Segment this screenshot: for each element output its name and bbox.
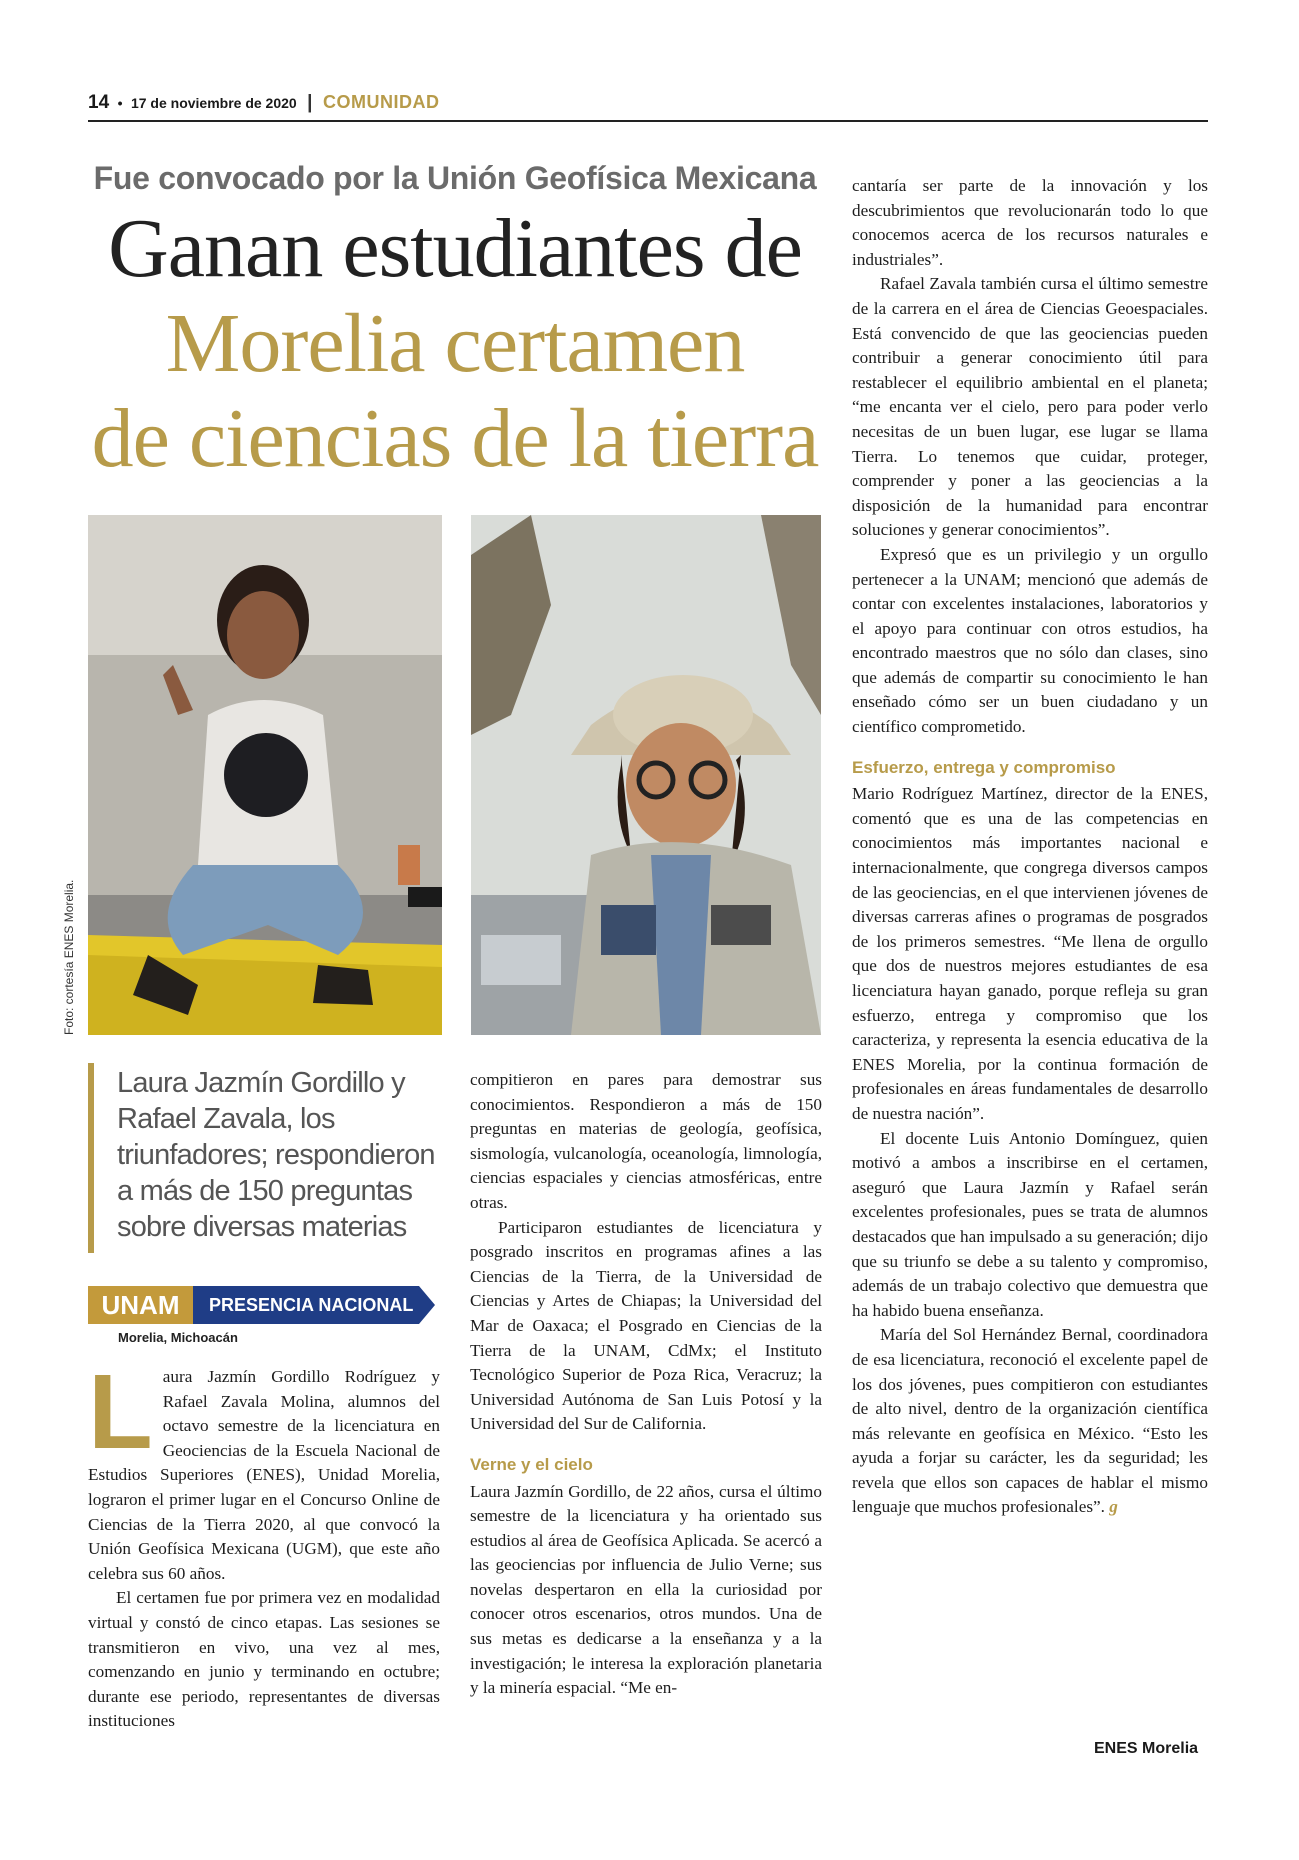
bullet: • — [117, 95, 123, 111]
photo-rafael — [471, 515, 821, 1035]
article-column-2 — [470, 1068, 822, 1701]
headline-line-1: Ganan estudiantes de — [108, 202, 802, 295]
article-column-1 — [88, 1353, 440, 1734]
page-header — [88, 92, 1208, 122]
headline-line-3: de ciencias de la tierra — [91, 392, 819, 485]
paragraph: compitieron en pares para demostrar sus conocimientos. Respondieron a más de 150 preguntas en materias de geología, geofísica, sismología, vulcanología, oceanología, limnología, ciencias espaciales y ciencias atmosféricas, entre otras. — [470, 1070, 822, 1212]
drop-cap: L — [88, 1353, 153, 1471]
paragraph: Participaron estudiantes de licenciatura y posgrado inscritos en programas afines a las Ciencias de la Tierra, de la Universidad de Ciencias y Artes de Chiapas; la Universidad del Mar de Oaxaca; el Posgrado en Ciencias de la Tierra de la UNAM, CdMx; el Instituto Tecnológico Superior de Poza Rica, Veracruz; la Universidad Autónoma de San Luis Potosí y la Universidad del Sur de California. — [470, 1217, 822, 1434]
paragraph: aura Jazmín Gordillo Rodríguez y Rafael Zavala Molina, alumnos del octavo semestre de la licenciatura en Geociencias de la Escuela Nacional de Estudios Superiores (ENES), Unidad Morelia, lograron el primer lugar en el Concurso Online de Ciencias de la Tierra 2020, al que convocó la Unión Geofísica Mexicana (UGM), que este año celebra sus 60 años. — [88, 1367, 440, 1583]
unam-banner — [88, 1286, 438, 1324]
section-name: COMUNIDAD — [322, 92, 440, 112]
page-number: 14 — [88, 92, 110, 113]
end-mark-icon: g — [1109, 1497, 1118, 1517]
photo-rafael-image — [471, 515, 821, 1035]
subheading-verne: Verne y el cielo — [470, 1454, 593, 1474]
kicker: Fue convocado por la Unión Geofísica Mexicana — [93, 160, 817, 196]
signature: ENES Morelia — [1094, 1740, 1199, 1757]
photo-laura-image — [88, 515, 442, 1035]
article-column-3 — [852, 174, 1208, 1520]
photo-laura — [88, 515, 442, 1035]
subheading-esfuerzo: Esfuerzo, entrega y compromiso — [852, 757, 1116, 777]
photo-credit: Foto: cortesía ENES Morelia. — [62, 879, 76, 1035]
paragraph — [852, 1323, 1208, 1520]
pullquote: Laura Jazmín Gordillo y Rafael Zavala, los triunfadores; respondieron a más de 150 preguntas sobre diversas materias — [117, 1067, 435, 1243]
paragraph: El certamen fue por primera vez en modalidad virtual y constó de cinco etapas. Las sesiones se transmitieron en vivo, una vez al mes, comenzando en junio y terminando en octubre; durante ese periodo, representantes de diversas instituciones — [88, 1588, 440, 1731]
issue-date: 17 de noviembre de 2020 — [130, 95, 297, 111]
banner-presencia-nacional: PRESENCIA NACIONAL — [193, 1286, 419, 1324]
pullquote-bar — [88, 1063, 94, 1253]
paragraph: Rafael Zavala también cursa el último semestre de la carrera en el área de Ciencias Geoespaciales. Está convencido de que las geociencias pueden contribuir a generar conocimiento útil para restablecer el equilibrio ambiental en el planeta; “me encanta ver el cielo, pero para poder verlo necesitas de un buen lugar, ese lugar se llama Tierra. Lo tenemos que cuidar, proteger, comprender y poner a las geociencias a la disposición de la humanidad para encontrar soluciones y generar conocimientos”. — [852, 274, 1208, 540]
header-separator: | — [307, 92, 313, 113]
paragraph: cantaría ser parte de la innovación y los descubrimientos que revolucionarán todo lo que conocemos acerca de los recursos naturales e industriales”. — [852, 176, 1208, 269]
paragraph: Expresó que es un privilegio y un orgullo pertenecer a la UNAM; mencionó que además de contar con excelentes instalaciones, laboratorios y el apoyo para continuar con otros estudios, ha encontrado maestros que no sólo dan clases, sino que además de compartir su conocimiento le han enseñado cómo ser un buen ciudadano y un científico comprometido. — [852, 544, 1208, 737]
paragraph: El docente Luis Antonio Domínguez, quien motivó a ambos a inscribirse en el certamen, aseguró que Laura Jazmín y Rafael serán excelentes profesionales, pues se trata de alumnos destacados que han impulsado a su generación; dijo que su triunfo se debe a su talento y compromiso, además de un trabajo colectivo que demuestra que ha habido buena enseñanza. — [852, 1128, 1208, 1320]
headline-line-2: Morelia certamen — [165, 297, 745, 390]
paragraph: Laura Jazmín Gordillo, de 22 años, cursa el último semestre de la licenciatura y ha orientado sus estudios al área de Geofísica Aplicada. Se acercó a las geociencias por influencia de Julio Verne; sus novelas despertaron en ella la curiosidad por conocer otros escenarios, otros mundos. Una de sus metas es dedicarse a la enseñanza y a la investigación; le interesa la exploración planetaria y la minería espacial. “Me en- — [470, 1481, 822, 1698]
dateline-location: Morelia, Michoacán — [118, 1330, 238, 1345]
banner-unam: UNAM — [88, 1286, 193, 1324]
banner-arrow — [419, 1286, 435, 1324]
paragraph-text: María del Sol Hernández Bernal, coordinadora de esa licenciatura, reconoció el excelente papel de los dos jóvenes, pues compitieron con estudiantes de alto nivel, dentro de la organización científica más relevante en geofísica en México. “Esto les ayuda a forjar su carácter, les da seguridad; les revela que ellos son capaces de hablar el mismo lenguaje que muchos profesionales”. — [852, 1325, 1208, 1517]
paragraph: Mario Rodríguez Martínez, director de la ENES, comentó que es una de las competencias en conocimientos más importantes nacional e internacionalmente, que congrega diversos campos de las geociencias, en el que intervienen jóvenes de diversas carreras afines o programas de posgrados de los primeros semestres. “Me llena de orgullo que dos de nuestros mejores estudiantes de esa licenciatura hayan ganado, porque refleja su gran esfuerzo, entrega y compromiso que los caracteriza, y representa la esencia educativa de la ENES Morelia, por la continua formación de profesionales en áreas fundamentales de desarrollo de nuestra nación”. — [852, 784, 1208, 1123]
